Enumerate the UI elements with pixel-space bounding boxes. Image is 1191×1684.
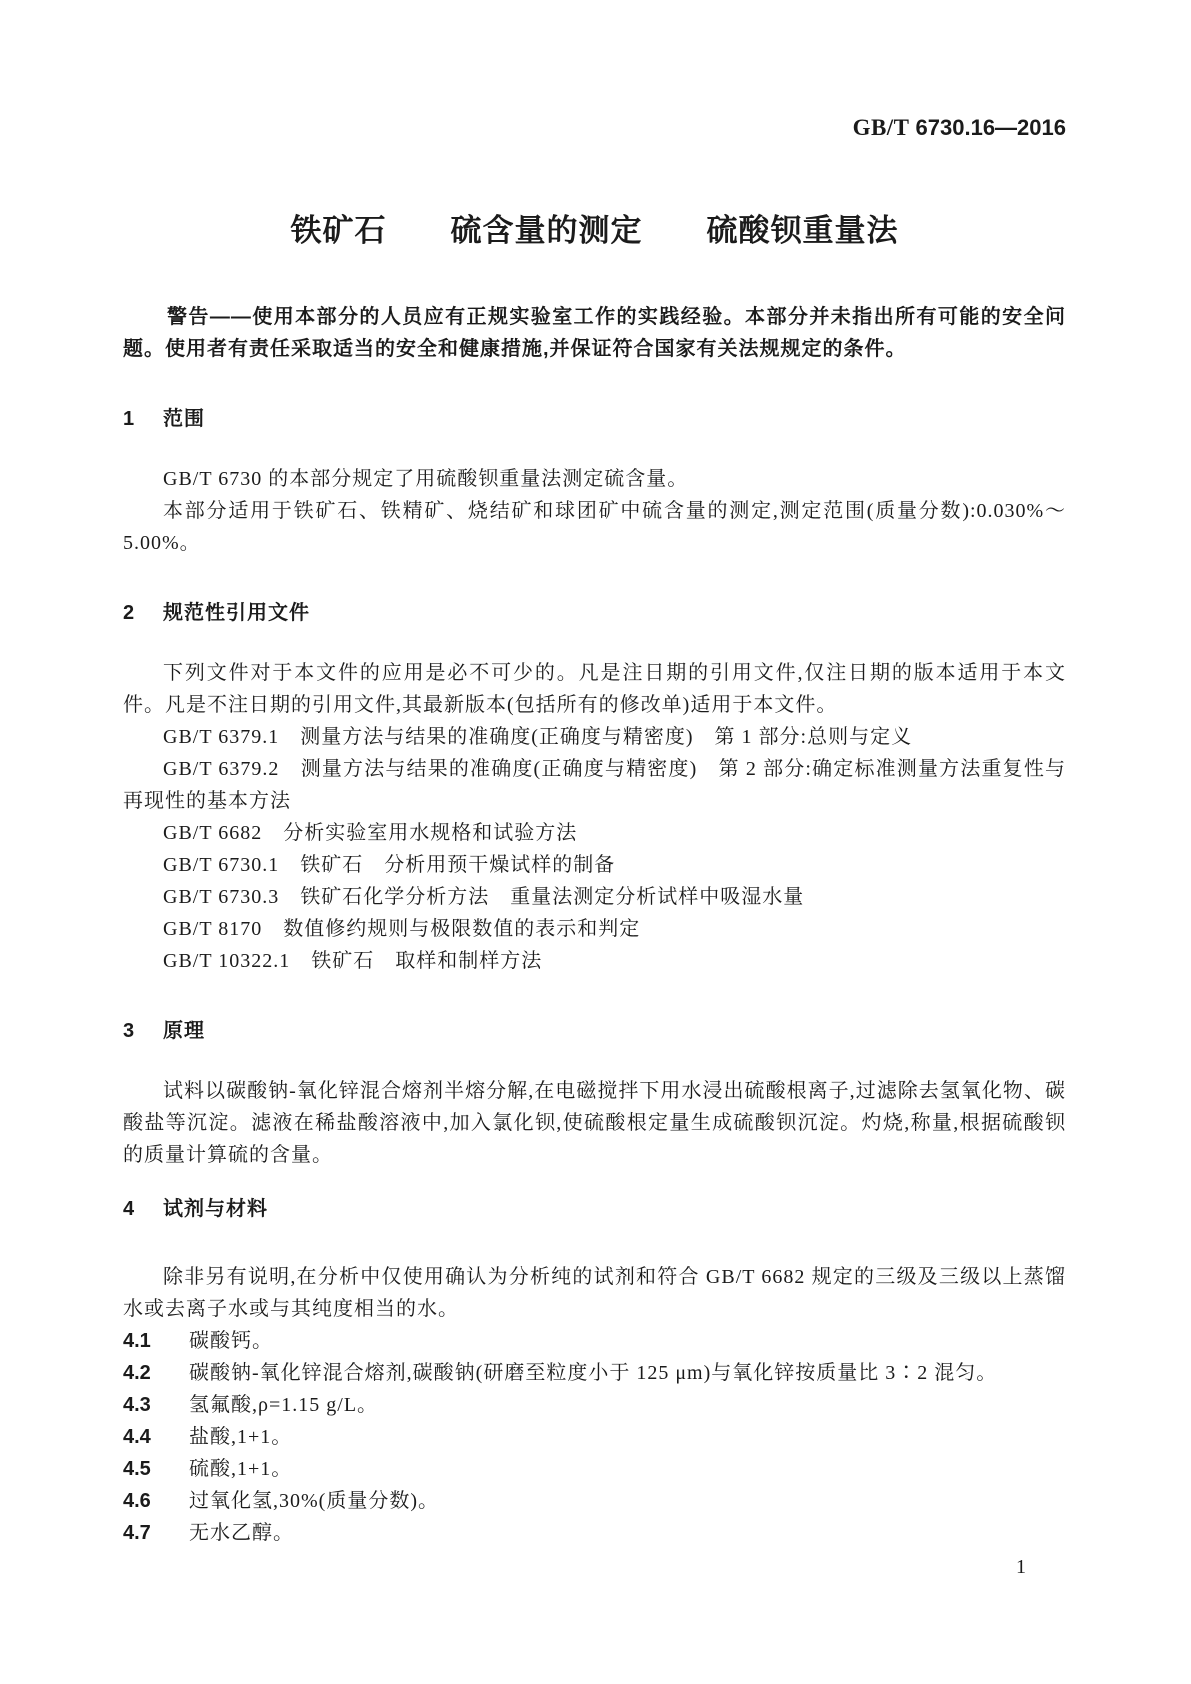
clause-number: 4.2 bbox=[123, 1362, 151, 1384]
clause-number: 4.7 bbox=[123, 1522, 151, 1544]
section-number: 2 bbox=[123, 602, 136, 624]
clause-number: 4.6 bbox=[123, 1490, 151, 1512]
standard-number: 6730.16—2016 bbox=[915, 115, 1066, 140]
clause-text: 盐酸,1+1。 bbox=[189, 1426, 293, 1448]
section-number: 1 bbox=[123, 408, 136, 430]
section-normative-references bbox=[123, 597, 1066, 977]
section-heading bbox=[123, 403, 1066, 435]
page-number: 1 bbox=[1016, 1556, 1026, 1578]
reference-item: GB/T 6379.2 测量方法与结果的准确度(正确度与精密度) 第 2 部分:确定标准测量方法重复性与再现性的基本方法 bbox=[123, 758, 1066, 812]
reference-item: GB/T 6379.1 测量方法与结果的准确度(正确度与精密度) 第 1 部分:总则与定义 bbox=[163, 726, 913, 748]
section-heading bbox=[123, 1015, 1066, 1047]
clause-number: 4.5 bbox=[123, 1458, 151, 1480]
reference-item: GB/T 6730.1 铁矿石 分析用预干燥试样的制备 bbox=[163, 854, 616, 876]
reference-item: GB/T 6730.3 铁矿石化学分析方法 重量法测定分析试样中吸湿水量 bbox=[163, 886, 805, 908]
section-heading-label: 试剂与材料 bbox=[163, 1198, 268, 1220]
clause-text: 无水乙醇。 bbox=[189, 1522, 294, 1544]
section-heading-label: 原理 bbox=[163, 1020, 205, 1042]
clause-text: 碳酸钠-氧化锌混合熔剂,碳酸钠(研磨至粒度小于 125 μm)与氧化锌按质量比 3∶2 混匀。 bbox=[189, 1362, 998, 1384]
clause-item bbox=[123, 1517, 1066, 1549]
clause-number: 4.1 bbox=[123, 1330, 151, 1352]
section-heading bbox=[123, 597, 1066, 629]
paragraph: 本部分适用于铁矿石、铁精矿、烧结矿和球团矿中硫含量的测定,测定范围(质量分数):0.030%～5.00%。 bbox=[123, 500, 1066, 554]
standard-prefix: GB/T bbox=[852, 115, 910, 140]
document-title: 铁矿石 硫含量的测定 硫酸钡重量法 bbox=[290, 213, 899, 248]
section-number: 3 bbox=[123, 1020, 136, 1042]
section-heading-label: 范围 bbox=[163, 408, 205, 430]
section-heading bbox=[123, 1193, 1066, 1225]
clause-item bbox=[123, 1485, 1066, 1517]
clause-number: 4.3 bbox=[123, 1394, 151, 1416]
reference-item: GB/T 6682 分析实验室用水规格和试验方法 bbox=[163, 822, 578, 844]
clause-text: 碳酸钙。 bbox=[189, 1330, 273, 1352]
paragraph: 下列文件对于本文件的应用是必不可少的。凡是注日期的引用文件,仅注日期的版本适用于本文件。凡是不注日期的引用文件,其最新版本(包括所有的修改单)适用于本文件。 bbox=[123, 662, 1066, 716]
section-scope bbox=[123, 403, 1066, 559]
paragraph: 除非另有说明,在分析中仅使用确认为分析纯的试剂和符合 GB/T 6682 规定的三级及三级以上蒸馏水或去离子水或与其纯度相当的水。 bbox=[123, 1266, 1066, 1320]
reference-item: GB/T 8170 数值修约规则与极限数值的表示和判定 bbox=[163, 918, 641, 940]
clause-text: 硫酸,1+1。 bbox=[189, 1458, 293, 1480]
section-principle bbox=[123, 1015, 1066, 1171]
clause-item bbox=[123, 1389, 1066, 1421]
section-number: 4 bbox=[123, 1198, 136, 1220]
clause-text: 氢氟酸,ρ=1.15 g/L。 bbox=[189, 1394, 379, 1416]
clause-text: 过氧化氢,30%(质量分数)。 bbox=[189, 1490, 439, 1512]
clause-item bbox=[123, 1325, 1066, 1357]
clause-item bbox=[123, 1421, 1066, 1453]
clause-number: 4.4 bbox=[123, 1426, 151, 1448]
clause-item bbox=[123, 1453, 1066, 1485]
warning-paragraph: 警告——使用本部分的人员应有正规实验室工作的实践经验。本部分并未指出所有可能的安全问题。使用者有责任采取适当的安全和健康措施,并保证符合国家有关法规规定的条件。 bbox=[123, 306, 1066, 360]
paragraph: GB/T 6730 的本部分规定了用硫酸钡重量法测定硫含量。 bbox=[163, 468, 689, 490]
section-reagents-materials bbox=[123, 1193, 1066, 1549]
paragraph: 试料以碳酸钠-氧化锌混合熔剂半熔分解,在电磁搅拌下用水浸出硫酸根离子,过滤除去氢氧化物、碳酸盐等沉淀。滤液在稀盐酸溶液中,加入氯化钡,使硫酸根定量生成硫酸钡沉淀。灼烧,称量,根据硫酸钡的质量计算硫的含量。 bbox=[123, 1080, 1066, 1166]
clause-item bbox=[123, 1357, 1066, 1389]
page-header bbox=[123, 112, 1066, 147]
section-heading-label: 规范性引用文件 bbox=[163, 602, 310, 624]
reference-item: GB/T 10322.1 铁矿石 取样和制样方法 bbox=[163, 950, 543, 972]
